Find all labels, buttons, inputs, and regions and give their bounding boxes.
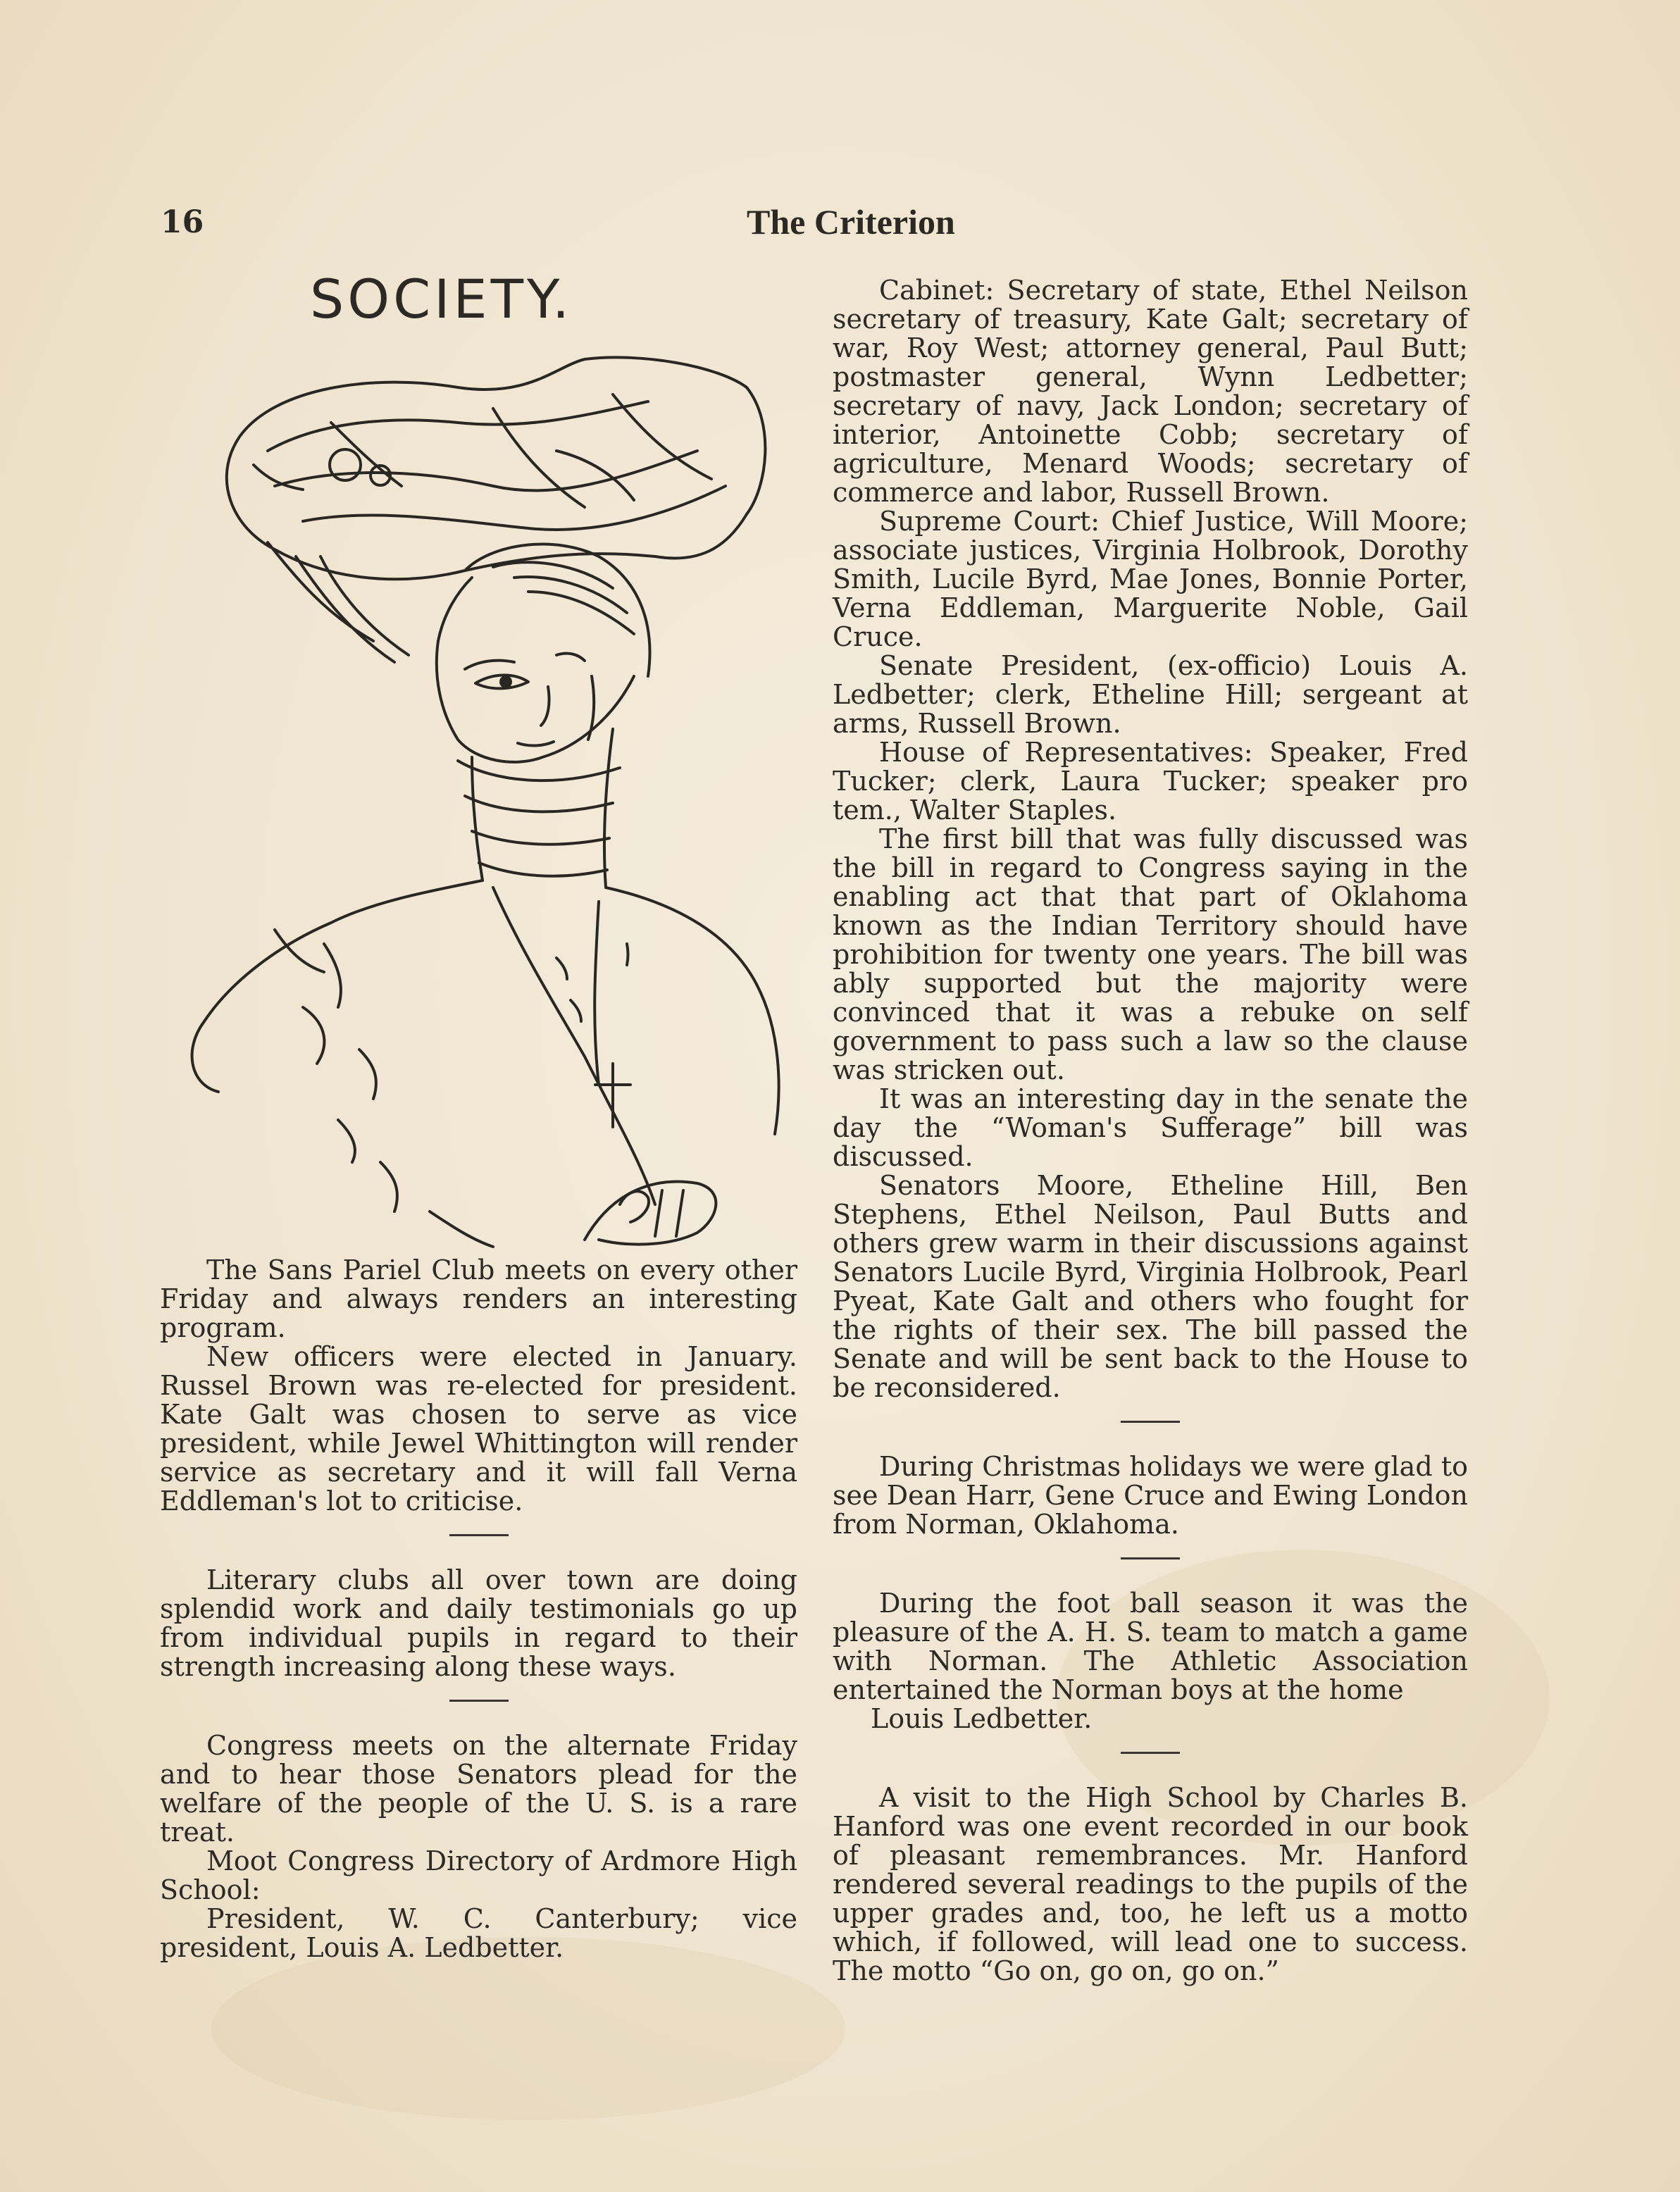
cross-pendant [595,1064,630,1127]
new-officers-paragraph: New officers were elected in January. Russel Brown was re-elected for president. Kate Galt was chosen to serve as vice president, while Jewel Whittington will render service as secretary and it will fall Verna Eddleman's lot to criticise. [160,1341,797,1517]
paper-stain [211,1937,845,2120]
senate-listing: Senate President, (ex-officio) Louis A. Ledbetter; clerk, Etheline Hill; sergeant at arms, Russell Brown. [833,650,1468,739]
hair [268,542,649,676]
president-listing: President, W. C. Canterbury; vice president, Louis A. Ledbetter. [160,1903,797,1963]
hanford-visit-paragraph: A visit to the High School by Charles B. Hanford was one event recorded in our book of pleasant remembrances. Mr. Hanford rendered several readings to the pupils of the upper grades and, too, he left us a motto which, if followed, will lead one to success. The motto “Go on, go on, go on.” [833,1782,1468,1986]
christmas-visitors-paragraph: During Christmas holidays we were glad to see Dean Harr, Gene Cruce and Ewing London from Norman, Oklahoma. [833,1451,1468,1540]
congress-paragraph: Congress meets on the alternate Friday and to hear those Senators plead for the welfare of the people of the U. S. is a rare treat. [160,1730,797,1848]
section-divider [449,1700,509,1702]
section-divider [1121,1752,1180,1754]
house-listing: House of Representatives: Speaker, Fred Tucker; clerk, Laura Tucker; speaker pro tem., Walter Staples. [833,737,1468,826]
woman-in-hat-illustration [162,345,810,1261]
right-column [833,276,1468,1986]
face [437,641,634,762]
football-paragraph: During the foot ball season it was the pleasure of the A. H. S. team to match a game with Norman. The Athletic Association entertained the Norman boys at the home [833,1588,1468,1705]
senators-debate-paragraph: Senators Moore, Etheline Hill, Ben Stephens, Ethel Neilson, Paul Butts and others grew warm in their discussions against Senators Lucile Byrd, Virginia Holbrook, Pearl Pyeat, Kate Galt and others who fought for the rights of their sex. The bill passed the Senate and will be sent back to the House to be reconsidered. [833,1170,1468,1403]
suffrage-day-paragraph: It was an interesting day in the senate the day the “Woman's Sufferage” bill was discussed. [833,1083,1468,1172]
supreme-court-listing: Supreme Court: Chief Justice, Will Moore; associate justices, Virginia Holbrook, Dorothy Smith, Lucile Byrd, Mae Jones, Bonnie Porter, Verna Eddleman, Marguerite Noble, Gail Cruce. [833,506,1468,652]
neck-and-collar [458,729,620,888]
running-head: The Criterion [747,202,955,242]
left-column [160,1256,797,1962]
page-number: 16 [161,204,204,240]
section-divider [1121,1421,1180,1423]
blouse [192,880,779,1247]
first-bill-paragraph: The first bill that was fully discussed was the bill in regard to Congress saying in the enabling act that that part of Oklahoma known as the Indian Territory should have prohibition for twenty one years. The bill was ably supported but the majority were convinced that it was a rebuke on self government to pass such a law so the clause was stricken out. [833,823,1468,1085]
section-divider [1121,1557,1180,1559]
literary-clubs-paragraph: Literary clubs all over town are doing splendid work and daily testimonials go up from individual pupils in regard to their strength increasing along these ways. [160,1564,797,1682]
cabinet-listing: Cabinet: Secretary of state, Ethel Neilson secretary of treasury, Kate Galt; secretary of war, Roy West; attorney general, Paul Butt; postmaster general, Wynn Ledbetter; secretary of navy, Jack London; secretary of interior, Antoinette Cobb; secretary of agriculture, Menard Woods; secretary of commerce and labor, Russell Brown. [833,275,1468,508]
section-divider [449,1534,509,1536]
club-meetings-paragraph: The Sans Pariel Club meets on every other Friday and always renders an interesting program. [160,1254,797,1343]
hat-brim [227,357,766,579]
section-heading: SOCIETY. [310,268,573,330]
football-host-line: Louis Ledbetter. [871,1703,1093,1734]
moot-congress-directory-heading: Moot Congress Directory of Ardmore High School: [160,1845,797,1905]
